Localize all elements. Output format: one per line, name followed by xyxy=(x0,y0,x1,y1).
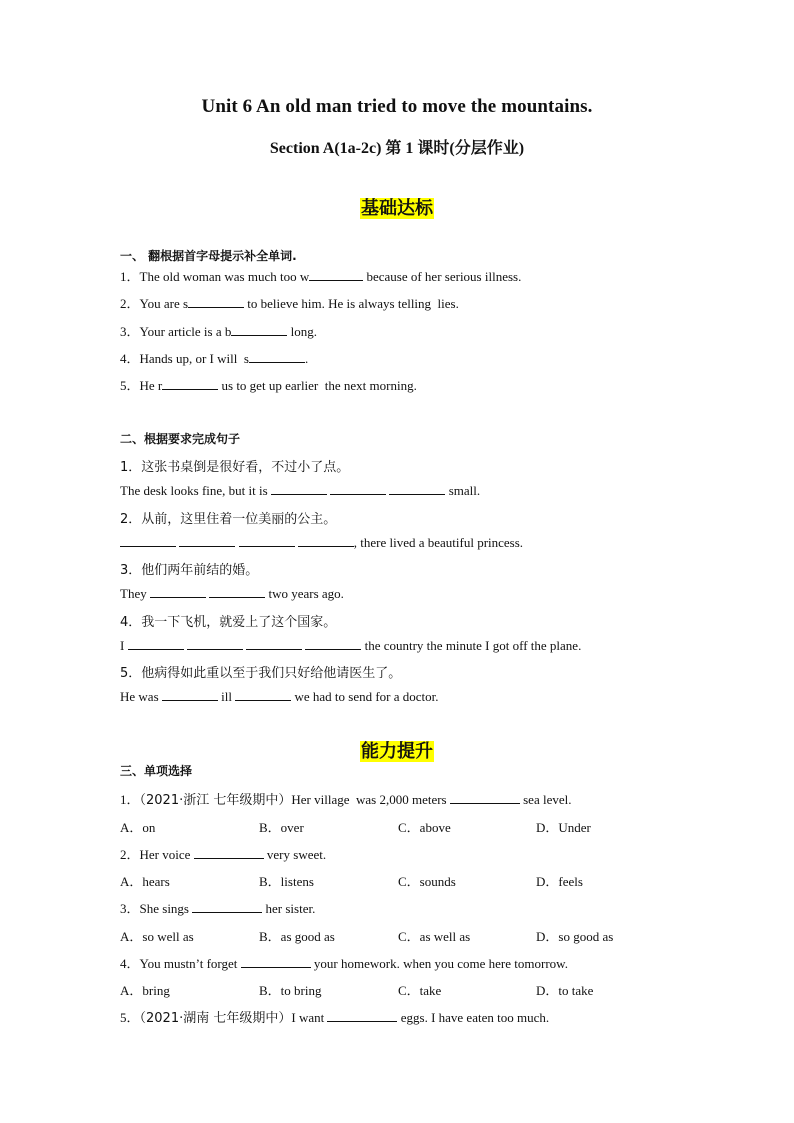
answer-blank[interactable] xyxy=(389,483,445,495)
part2-chinese-prompt: 1．这张书桌倒是很好看，不过小了点。 xyxy=(120,460,350,475)
option-a[interactable]: A．so well as xyxy=(120,929,194,944)
advanced-level-label: 能力提升 xyxy=(361,741,433,762)
part2-english-line: I the country the minute I got off the plane. xyxy=(120,638,582,653)
answer-blank[interactable] xyxy=(249,351,305,363)
answer-blank[interactable] xyxy=(239,535,295,547)
advanced-level-banner xyxy=(0,737,794,763)
answer-blank[interactable] xyxy=(128,638,184,650)
answer-blank[interactable] xyxy=(271,483,327,495)
option-b[interactable]: B．over xyxy=(259,820,304,835)
part1-item: 2．You are s to believe him. He is always telling lies. xyxy=(120,296,459,311)
mc-question: 2．Her voice very sweet. xyxy=(120,847,327,862)
page-subtitle: Section A(1a-2c) 第 1 课时(分层作业) xyxy=(269,140,525,157)
answer-blank[interactable] xyxy=(187,638,243,650)
answer-blank[interactable] xyxy=(305,638,361,650)
part2-english-line: , there lived a beautiful princess. xyxy=(120,535,523,551)
answer-blank[interactable] xyxy=(194,847,264,859)
answer-blank[interactable] xyxy=(120,535,176,547)
mc-question: 5．（2021·湖南 七年级期中）I want eggs. I have eaten too much. xyxy=(120,1010,550,1026)
option-c[interactable]: C．sounds xyxy=(398,874,456,889)
answer-blank[interactable] xyxy=(179,535,235,547)
part2-heading: 二、根据要求完成句子 xyxy=(120,432,241,446)
answer-blank[interactable] xyxy=(309,269,363,281)
page-title: Unit 6 An old man tried to move the mountains. xyxy=(201,96,593,117)
mc-question: 1．（2021·浙江 七年级期中）Her village was 2,000 meters sea level. xyxy=(120,792,572,808)
mc-question: 3．She sings her sister. xyxy=(120,901,316,916)
option-b[interactable]: B．listens xyxy=(259,874,314,889)
answer-blank[interactable] xyxy=(192,901,262,913)
answer-blank[interactable] xyxy=(327,1010,397,1022)
part1-item: 3．Your article is a b long. xyxy=(120,324,317,339)
option-b[interactable]: B．to bring xyxy=(259,983,322,998)
part2-chinese-prompt: 3．他们两年前结的婚。 xyxy=(120,563,259,578)
basic-level-label: 基础达标 xyxy=(361,198,433,219)
part1-heading: 一、 翻根据首字母提示补全单词. xyxy=(120,249,297,263)
option-d[interactable]: D．Under xyxy=(536,820,591,835)
part2-english-line: He was ill we had to send for a doctor. xyxy=(120,689,439,704)
answer-blank[interactable] xyxy=(330,483,386,495)
answer-blank[interactable] xyxy=(162,378,218,390)
part2-chinese-prompt: 5．他病得如此重以至于我们只好给他请医生了。 xyxy=(120,666,402,681)
option-a[interactable]: A．bring xyxy=(120,983,170,998)
option-c[interactable]: C．as well as xyxy=(398,929,471,944)
answer-blank[interactable] xyxy=(246,638,302,650)
option-c[interactable]: C．take xyxy=(398,983,442,998)
answer-blank[interactable] xyxy=(231,324,287,336)
answer-blank[interactable] xyxy=(162,689,218,701)
part1-item: 5．He r us to get up earlier the next morning. xyxy=(120,378,417,393)
part3-heading: 三、单项选择 xyxy=(120,764,193,778)
option-a[interactable]: A．hears xyxy=(120,874,170,889)
mc-question: 4．You mustn’t forget your homework. when you come here tomorrow. xyxy=(120,956,568,971)
part2-english-line: They two years ago. xyxy=(120,586,344,601)
answer-blank[interactable] xyxy=(188,296,244,308)
answer-blank[interactable] xyxy=(209,586,265,598)
answer-blank[interactable] xyxy=(450,792,520,804)
part2-english-line: The desk looks fine, but it is small. xyxy=(120,483,481,498)
part1-item: 1．The old woman was much too w because of her serious illness. xyxy=(120,269,522,284)
option-c[interactable]: C．above xyxy=(398,820,451,835)
answer-blank[interactable] xyxy=(150,586,206,598)
part1-item: 4．Hands up, or I will s . xyxy=(120,351,309,366)
answer-blank[interactable] xyxy=(241,956,311,968)
basic-level-banner xyxy=(0,194,794,220)
part2-chinese-prompt: 4．我一下飞机，就爱上了这个国家。 xyxy=(120,615,337,630)
option-b[interactable]: B．as good as xyxy=(259,929,335,944)
answer-blank[interactable] xyxy=(298,535,354,547)
option-d[interactable]: D．to take xyxy=(536,983,594,998)
answer-blank[interactable] xyxy=(235,689,291,701)
part2-chinese-prompt: 2．从前，这里住着一位美丽的公主。 xyxy=(120,512,337,527)
option-d[interactable]: D．feels xyxy=(536,874,583,889)
option-a[interactable]: A．on xyxy=(120,820,156,835)
option-d[interactable]: D．so good as xyxy=(536,929,614,944)
